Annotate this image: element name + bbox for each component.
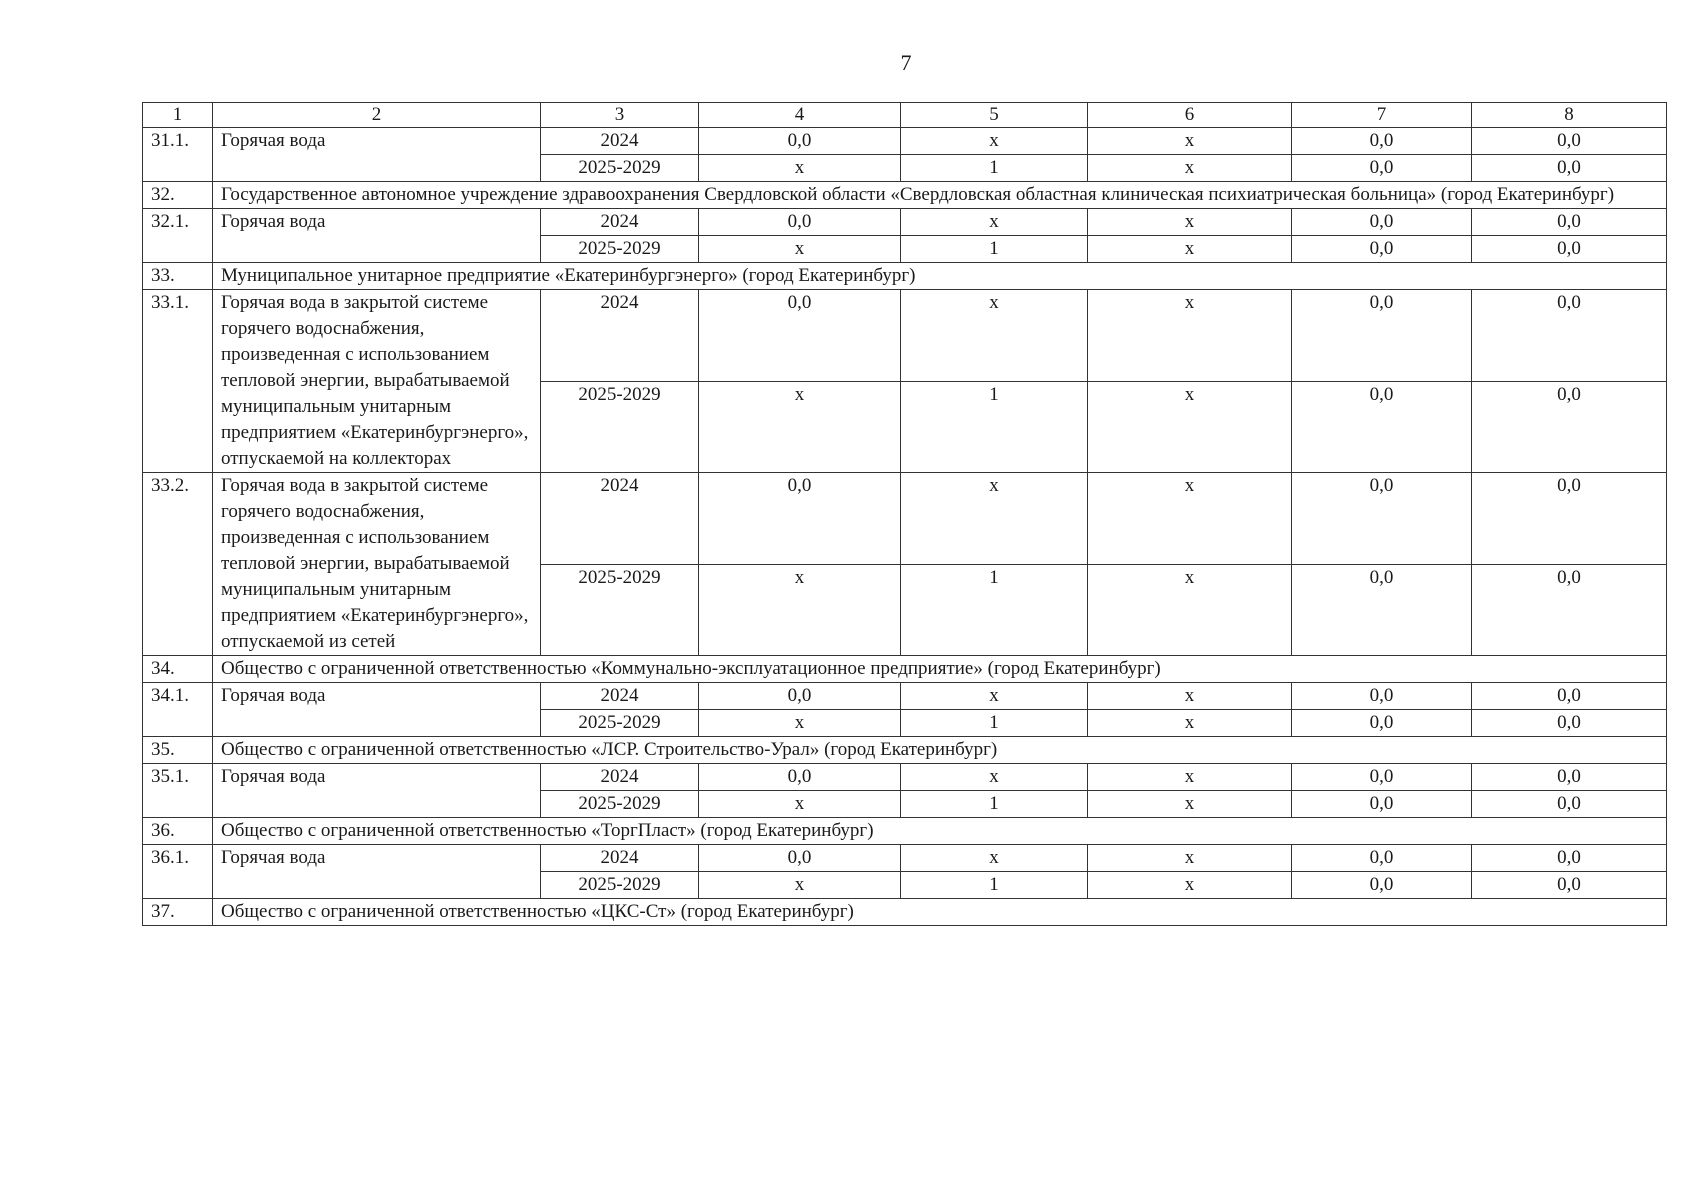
value-cell: 0,0 [1292,564,1472,656]
year-cell: 2024 [541,209,699,236]
year-cell: 2025-2029 [541,564,699,656]
value-cell: x [901,845,1088,872]
value-cell: 0,0 [1292,128,1472,155]
value-cell: 1 [901,236,1088,263]
value-cell: x [1088,128,1292,155]
value-cell: 0,0 [1472,381,1667,473]
value-cell: x [901,290,1088,382]
header-cell: 5 [901,103,1088,128]
value-cell: 0,0 [1472,710,1667,737]
value-cell: x [1088,710,1292,737]
value-cell: 1 [901,791,1088,818]
value-cell: 0,0 [1472,564,1667,656]
table-row [143,290,1667,382]
resource-name: Горячая вода [213,128,541,182]
value-cell: 0,0 [1292,155,1472,182]
year-cell: 2025-2029 [541,155,699,182]
row-number: 35. [143,737,213,764]
value-cell: 0,0 [1292,683,1472,710]
value-cell: x [901,764,1088,791]
year-cell: 2025-2029 [541,791,699,818]
header-cell: 2 [213,103,541,128]
value-cell: 1 [901,155,1088,182]
value-cell: 0,0 [1292,710,1472,737]
value-cell: 1 [901,564,1088,656]
value-cell: x [901,128,1088,155]
value-cell: x [1088,236,1292,263]
resource-name: Горячая вода [213,764,541,818]
value-cell: 0,0 [1472,209,1667,236]
tariff-table [142,102,1667,926]
organization-name: Муниципальное унитарное предприятие «Екатеринбургэнерго» (город Екатеринбург) [213,263,1667,290]
value-cell: 0,0 [1292,381,1472,473]
organization-row [143,656,1667,683]
organization-name: Общество с ограниченной ответственностью «Коммунально-эксплуатационное предприятие» (город Екатеринбург) [213,656,1667,683]
row-number: 32.1. [143,209,213,263]
value-cell: x [1088,845,1292,872]
header-cell: 7 [1292,103,1472,128]
resource-name: Горячая вода в закрытой системе горячего водоснабжения, произведенная с использованием тепловой энергии, вырабатываемой муниципальным унитарным предприятием «Екатеринбургэнерго», отпускаемой на коллекторах [213,290,541,473]
value-cell: 0,0 [1292,236,1472,263]
value-cell: 0,0 [699,683,901,710]
organization-row [143,263,1667,290]
table-row [143,845,1667,872]
value-cell: 0,0 [1292,764,1472,791]
value-cell: 0,0 [699,209,901,236]
year-cell: 2024 [541,845,699,872]
resource-name: Горячая вода [213,209,541,263]
table-row [143,764,1667,791]
value-cell: 0,0 [699,764,901,791]
organization-name: Общество с ограниченной ответственностью «ТоргПласт» (город Екатеринбург) [213,818,1667,845]
value-cell: 0,0 [1292,290,1472,382]
year-cell: 2024 [541,128,699,155]
value-cell: x [901,683,1088,710]
organization-row [143,182,1667,209]
value-cell: x [1088,209,1292,236]
header-cell: 6 [1088,103,1292,128]
organization-row [143,818,1667,845]
organization-row [143,737,1667,764]
value-cell: 1 [901,381,1088,473]
row-number: 33. [143,263,213,290]
value-cell: 0,0 [1472,764,1667,791]
value-cell: 0,0 [699,473,901,565]
year-cell: 2025-2029 [541,872,699,899]
header-row [143,103,1667,128]
row-number: 34. [143,656,213,683]
value-cell: x [1088,381,1292,473]
table-body [143,103,1667,926]
value-cell: x [1088,155,1292,182]
value-cell: x [1088,791,1292,818]
value-cell: x [699,155,901,182]
table-row [143,683,1667,710]
value-cell: x [1088,290,1292,382]
value-cell: 0,0 [1472,791,1667,818]
value-cell: x [1088,564,1292,656]
value-cell: 0,0 [1472,290,1667,382]
page-number: 7 [900,50,912,75]
value-cell: 0,0 [1292,473,1472,565]
value-cell: 1 [901,872,1088,899]
value-cell: x [699,564,901,656]
value-cell: x [699,791,901,818]
row-number: 33.1. [143,290,213,473]
header-cell: 8 [1472,103,1667,128]
year-cell: 2024 [541,473,699,565]
table-row [143,128,1667,155]
row-number: 32. [143,182,213,209]
value-cell: x [901,473,1088,565]
value-cell: 0,0 [1472,128,1667,155]
value-cell: 0,0 [1292,791,1472,818]
year-cell: 2024 [541,683,699,710]
row-number: 36.1. [143,845,213,899]
resource-name: Горячая вода в закрытой системе горячего водоснабжения, произведенная с использованием тепловой энергии, вырабатываемой муниципальным унитарным предприятием «Екатеринбургэнерго», отпускаемой из сетей [213,473,541,656]
row-number: 37. [143,899,213,926]
row-number: 36. [143,818,213,845]
organization-name: Общество с ограниченной ответственностью «ЦКС-Ст» (город Екатеринбург) [213,899,1667,926]
value-cell: 0,0 [1472,236,1667,263]
table-row [143,209,1667,236]
organization-row [143,899,1667,926]
value-cell: x [699,710,901,737]
value-cell: 0,0 [1472,155,1667,182]
value-cell: 0,0 [699,845,901,872]
row-number: 33.2. [143,473,213,656]
organization-name: Государственное автономное учреждение здравоохранения Свердловской области «Свердловская областная клиническая психиатрическая больница» (город Екатеринбург) [213,182,1667,209]
value-cell: x [699,236,901,263]
year-cell: 2024 [541,290,699,382]
value-cell: 0,0 [1472,872,1667,899]
value-cell: 0,0 [1472,473,1667,565]
value-cell: x [699,381,901,473]
value-cell: 0,0 [1472,845,1667,872]
value-cell: x [1088,764,1292,791]
year-cell: 2025-2029 [541,710,699,737]
header-cell: 3 [541,103,699,128]
value-cell: 0,0 [1292,872,1472,899]
year-cell: 2024 [541,764,699,791]
value-cell: 1 [901,710,1088,737]
organization-name: Общество с ограниченной ответственностью «ЛСР. Строительство-Урал» (город Екатеринбург) [213,737,1667,764]
row-number: 35.1. [143,764,213,818]
header-cell: 1 [143,103,213,128]
value-cell: 0,0 [1292,845,1472,872]
resource-name: Горячая вода [213,683,541,737]
row-number: 34.1. [143,683,213,737]
resource-name: Горячая вода [213,845,541,899]
value-cell: 0,0 [1472,683,1667,710]
value-cell: 0,0 [699,290,901,382]
value-cell: x [1088,872,1292,899]
value-cell: 0,0 [699,128,901,155]
value-cell: x [1088,683,1292,710]
value-cell: x [1088,473,1292,565]
table-row [143,473,1667,565]
year-cell: 2025-2029 [541,381,699,473]
value-cell: 0,0 [1292,209,1472,236]
value-cell: x [699,872,901,899]
header-cell: 4 [699,103,901,128]
year-cell: 2025-2029 [541,236,699,263]
row-number: 31.1. [143,128,213,182]
value-cell: x [901,209,1088,236]
